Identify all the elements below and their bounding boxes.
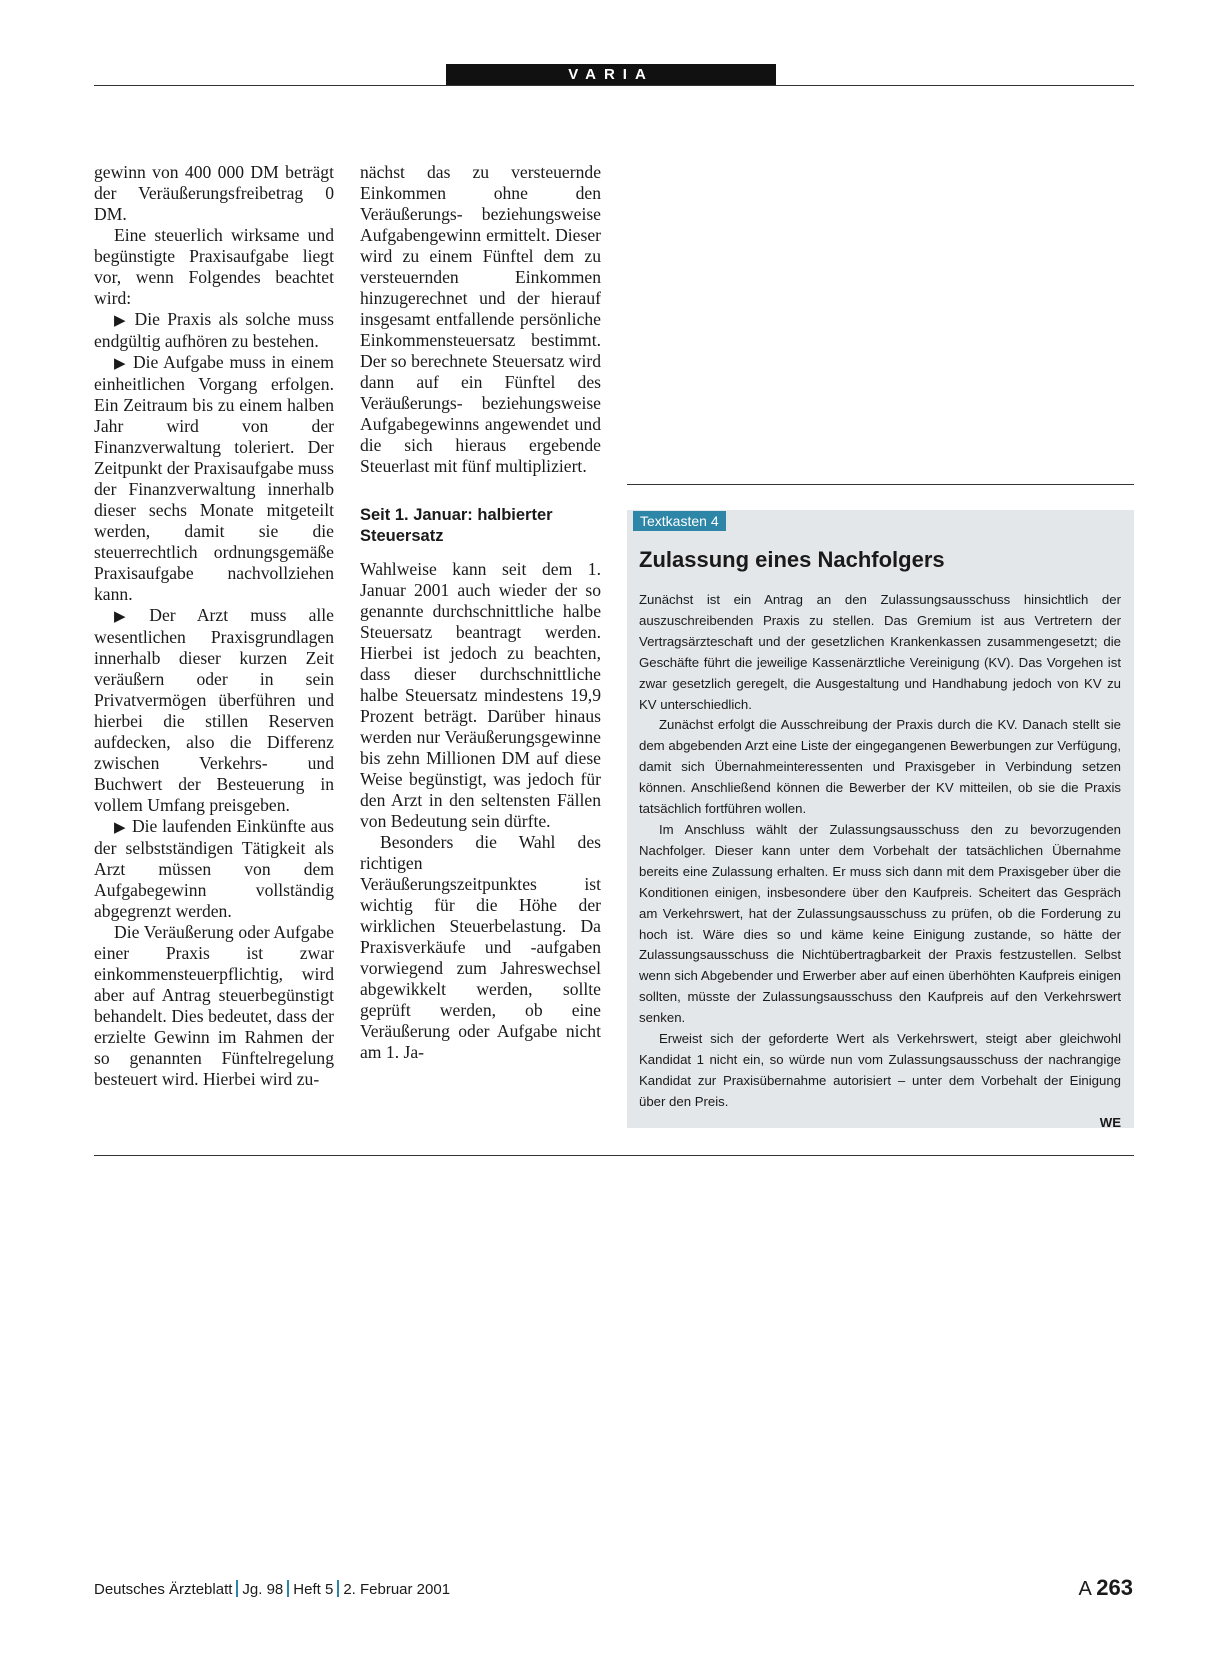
paragraph: Wahlweise kann seit dem 1. Januar 2001 auch wieder der so genannte durchschnittliche halbe Steuersatz beantragt werden. Hierbei ist jedoch zu beachten, dass dieser durchschnittliche halbe Steuersatz mindestens 19,9 Prozent beträgt. Darüber hinaus werden nur Veräußerungsgewinne bis zehn Millionen DM auf diese Weise begünstigt, was jedoch für den Arzt in den seltensten Fällen von Bedeutung sein dürfte.: [360, 559, 601, 831]
author-initials: WE: [1099, 1114, 1121, 1130]
bullet-item: [94, 309, 334, 352]
paragraph: Die Veräußerung oder Aufgabe einer Praxis ist zwar einkommensteuerpflichtig, wird aber auf Antrag steuerbegünstigt behandelt. Dies bedeutet, dass der erzielte Gewinn im Rahmen der so genannten Fünftelregelung besteuert wird. Hierbei wird zu-: [94, 922, 334, 1089]
page-number-value: 263: [1096, 1575, 1133, 1600]
bullet-text: Die laufenden Einkünfte aus der selbstständigen Tätigkeit als Arzt müssen von dem Aufgabegewinn vollständig abgegrenzt werden.: [94, 816, 334, 921]
paragraph: Zunächst erfolgt die Ausschreibung der Praxis durch die KV. Danach stellt sie dem abgebenden Arzt eine Liste der eingegangenen Bewerbungen zur Verfügung, damit sich Übernahmeinteressenten und Praxisgeber in Verbindung setzen können. Anschließend können die Bewerber der KV mitteilen, ob sie die Praxis tatsächlich fortführen wollen.: [639, 717, 1121, 817]
textbox-body: [639, 590, 1121, 1134]
bottom-rule: [94, 1155, 1134, 1156]
page-prefix: A: [1078, 1578, 1091, 1600]
bullet-item: [94, 605, 334, 816]
bullet-item: [94, 352, 334, 605]
bullet-item: [94, 816, 334, 922]
issue: Heft 5: [293, 1581, 334, 1598]
article-column-2: [360, 162, 601, 1063]
separator: [287, 1580, 289, 1597]
textbox-tag: Textkasten 4: [633, 511, 726, 531]
subheading: Seit 1. Januar: halbierter Steuersatz: [360, 506, 553, 545]
separator: [337, 1580, 339, 1597]
paragraph: gewinn von 400 000 DM beträgt der Veräußerungsfreibetrag 0 DM.: [94, 162, 334, 224]
separator: [236, 1580, 238, 1597]
triangle-bullet-icon: ▶: [114, 607, 144, 625]
issue-date: 2. Februar 2001: [343, 1581, 451, 1598]
paragraph: Erweist sich der geforderte Wert als Verkehrswert, steigt aber gleichwohl Kandidat 1 nicht ein, so würde nun vom Zulassungsausschuss der nachrangige Kandidat zur Praxisübernahme autorisiert – unter dem Vorbehalt der Einigung über den Preis.: [639, 1031, 1121, 1109]
textbox-title: Zulassung eines Nachfolgers: [639, 547, 945, 572]
header-rule: [94, 85, 1134, 86]
triangle-bullet-icon: ▶: [114, 311, 129, 329]
bullet-text: Die Aufgabe muss in einem einheitlichen Vorgang erfolgen. Ein Zeitraum bis zu einem halben Jahr wird von der Finanzverwaltung toleriert. Der Zeitpunkt der Praxisaufgabe muss der Finanzverwaltung innerhalb dieser sechs Monate mitgeteilt werden, damit sie die steuerrechtlich ordnungsgemäße Praxisaufgabe nachvollziehen kann.: [94, 352, 334, 604]
paragraph: Zunächst ist ein Antrag an den Zulassungsausschuss hinsichtlich der auszuschreibenden Praxis zu stellen. Das Gremium ist aus Vertretern der Vertragsärzteschaft und der gesetzlichen Krankenkassen zusammengesetzt; die Geschäfte führt die jeweilige Kassenärztliche Vereinigung (KV). Das Vorgehen ist zwar gesetzlich geregelt, die Ausgestaltung und Handhabung jedoch von KV zu KV unterschiedlich.: [639, 592, 1121, 712]
textbox: [627, 510, 1134, 1128]
paragraph: nächst das zu versteuernde Einkommen ohne den Veräußerungs- beziehungsweise Aufgabengewinn ermittelt. Dieser wird zu einem Fünftel dem zu versteuernden Einkommen hinzugerechnet und der hierauf insgesamt entfallende persönliche Einkommensteuersatz bestimmt. Der so berechnete Steuersatz wird dann auf ein Fünftel des Veräußerungs- beziehungsweise Aufgabegewinns angewendet und die sich hieraus ergebende Steuerlast mit fünf multipliziert.: [360, 162, 601, 476]
paragraph: Eine steuerlich wirksame und begünstigte Praxisaufgabe liegt vor, wenn Folgendes beachtet wird:: [94, 225, 334, 308]
triangle-bullet-icon: ▶: [114, 818, 126, 836]
triangle-bullet-icon: ▶: [114, 354, 127, 372]
bullet-text: Der Arzt muss alle wesentlichen Praxisgrundlagen innerhalb dieser kurzen Zeit veräußern oder in sein Privatvermögen überführen und hierbei die stillen Reserven aufdecken, also die Differenz zwischen Verkehrs- und Buchwert der Besteuerung in vollem Umfang preisgeben.: [94, 605, 334, 815]
volume: Jg. 98: [242, 1581, 284, 1598]
paragraph: Im Anschluss wählt der Zulassungsausschuss den zu bevorzugenden Nachfolger. Dieser kann unter dem Vorbehalt der tatsächlichen Übernahme bereits eine Zulassung erhalten. Er muss sich dann mit dem Praxisgeber über die Konditionen einigen, insbesondere über den Kaufpreis. Scheitert das Gespräch am Verkehrswert, hat der Zulassungsausschuss zu prüfen, ob die Forderung zu hoch ist. Wäre dies so und käme keine Einigung zustande, so hätte der Zulassungsausschuss die Nichtübertragbarkeit der Praxis festzustellen. Selbst wenn sich Abgebender und Erwerber aber auf einen überhöhten Kaufpreis einigen sollten, müsste der Zulassungsausschuss den Kaufpreis auf den Verkehrswert senken.: [639, 821, 1121, 1026]
textbox-top-rule: [627, 484, 1134, 485]
bullet-text: Die Praxis als solche muss endgültig aufhören zu bestehen.: [94, 309, 334, 351]
journal-name: Deutsches Ärzteblatt: [94, 1581, 233, 1598]
page-number: [1078, 1575, 1133, 1602]
section-label: VARIA: [446, 64, 776, 85]
paragraph: Besonders die Wahl des richtigen Veräußerungszeitpunktes ist wichtig für die Höhe der wirklichen Steuerbelastung. Da Praxisverkäufe und -aufgaben vorwiegend zum Jahreswechsel abgewikkelt werden, sollte geprüft werden, ob eine Veräußerung oder Aufgabe nicht am 1. Ja-: [360, 832, 601, 1062]
article-column-1: [94, 162, 334, 1090]
footer-citation: [94, 1580, 450, 1600]
